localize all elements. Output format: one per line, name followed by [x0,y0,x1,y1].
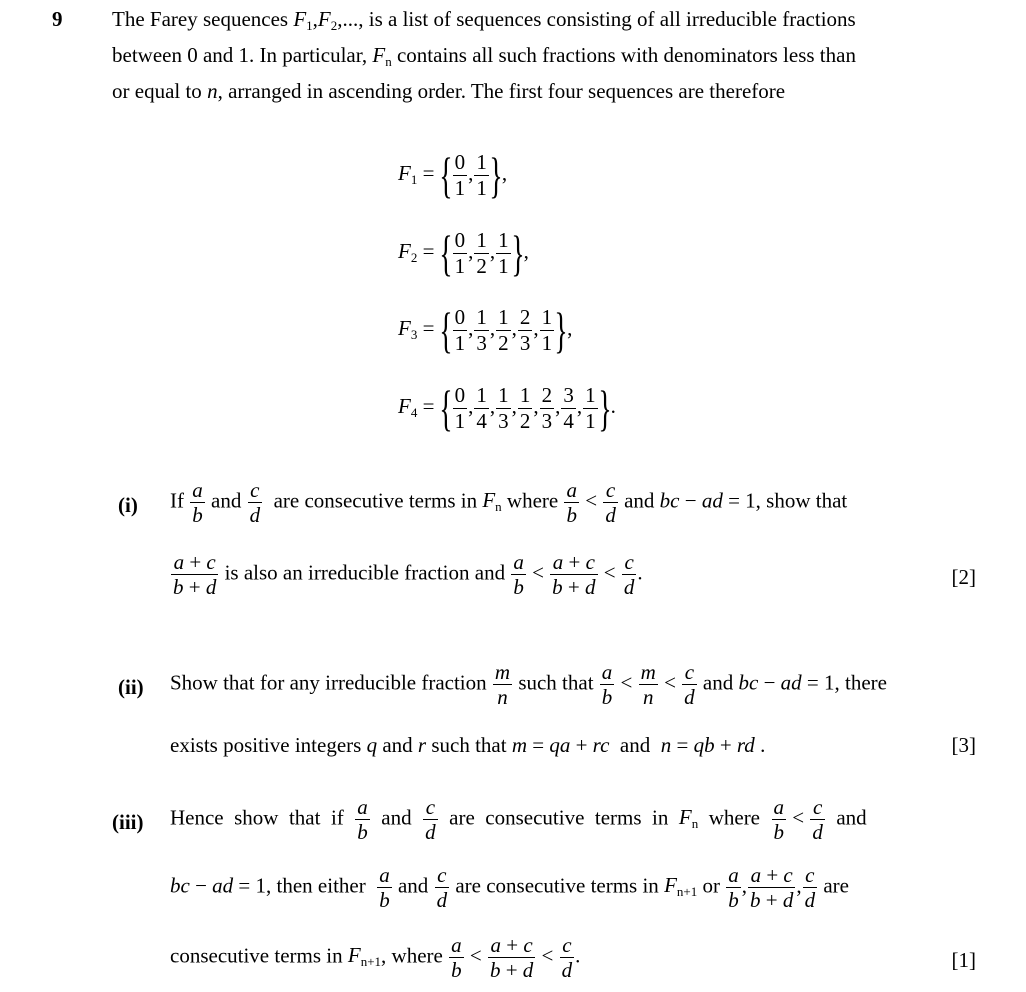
part-i-line-2: $\frac{a + c}{b + d}$ is also an irreducible fraction and $\frac{a}{b}$ < $\frac{a + c}{b + d}$ < $\frac{c}{d}$ . [173,550,643,600]
part-iii-line-1: Hence show that if $\frac{a}{b}$ and $\frac{c}{d}$ are consecutive terms in $F_n$ where $\frac{a}{b}$ < $\frac{c}{d}$ and [170,795,867,845]
part-i-marks: [2] [951,565,976,589]
sequence-f2: $F_2$ = { $\frac{0}{1}$ , $\frac{1}{2}$ , $\frac{1}{1}$ }, [398,225,529,281]
part-iii-label: (iii) [112,810,144,834]
part-i-label: (i) [118,493,138,517]
part-ii-line-2: exists positive integers q and r such that m = qa + rc and n = qb + rd . [170,733,766,757]
part-iii-line-2: bc − ad = 1, then either $\frac{a}{b}$ and $\frac{c}{d}$ are consecutive terms in $F_{n+1}$ or $\frac{a}{b}$ , $\frac{a + c}{b + d}$ , $\frac{c}{d}$ are [170,863,849,913]
part-i-line-1: If $\frac{a}{b}$ and $\frac{c}{d}$ are consecutive terms in $F_n$ where $\frac{a}{b}$ < $\frac{c}{d}$ and bc − ad = 1, show that [170,478,848,528]
part-iii-line-3: consecutive terms in $F_{n+1}$, where $\frac{a}{b}$ < $\frac{a + c}{b + d}$ < $\frac{c}{d}$ . [170,933,581,983]
intro-line-1: The Farey sequences $F_1,F_2$,..., is a list of sequences consisting of all irreducible fractions [112,7,856,33]
part-ii-marks: [3] [951,733,976,757]
part-ii-line-1: Show that for any irreducible fraction $\frac{m}{n}$ such that $\frac{a}{b}$ < $\frac{m}{n}$ < $\frac{c}{d}$ and bc − ad = 1, there [170,660,887,710]
part-ii-label: (ii) [118,675,144,699]
question-number: 9 [52,7,63,31]
sequence-f4: $F_4$ = { $\frac{0}{1}$ , $\frac{1}{4}$ , $\frac{1}{3}$ , $\frac{1}{2}$ , $\frac{2}{3}$ , $\frac{3}{4}$ , $\frac{1}{1}$ }. [398,380,616,436]
intro-line-3: or equal to n, arranged in ascending order. The first four sequences are therefore [112,79,786,103]
sequence-f3: $F_3$ = { $\frac{0}{1}$ , $\frac{1}{3}$ , $\frac{1}{2}$ , $\frac{2}{3}$ , $\frac{1}{1}$ }, [398,302,573,358]
intro-line-2: between 0 and 1. In particular, $F_n$ contains all such fractions with denominators less than [112,43,856,69]
part-iii-marks: [1] [951,948,976,972]
sequence-f1: $F_1$ = { $\frac{0}{1}$ , $\frac{1}{1}$ }, [398,147,508,203]
